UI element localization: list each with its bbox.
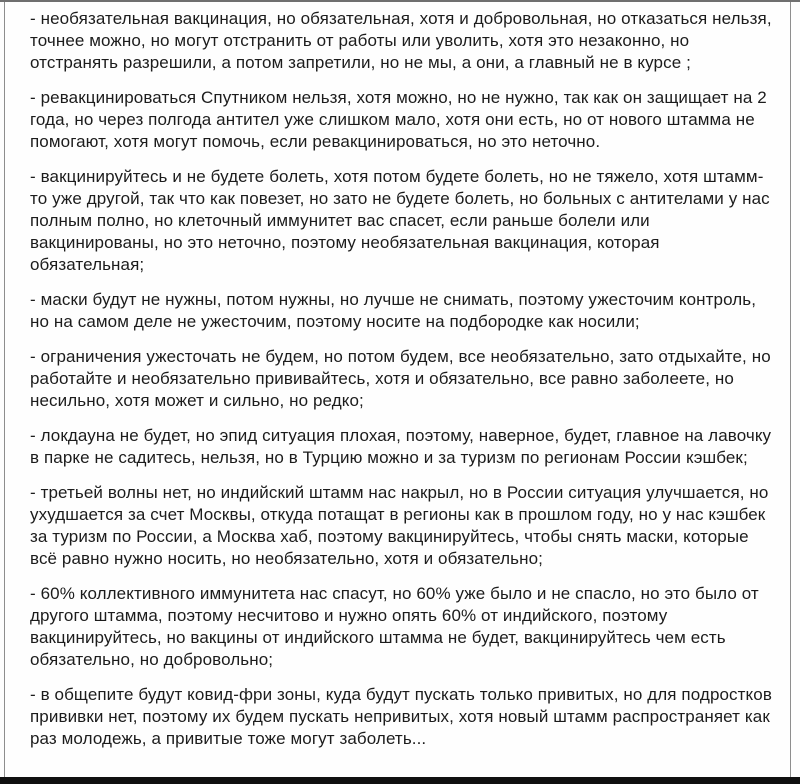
paragraph-third-wave: - третьей волны нет, но индийский штамм нас накрыл, но в России ситуация улучшается, но ухудшается за счет Москвы, откуда потащат в регионы как в прошлом году, но у нас кэшбек за туризм по России, а Москва хаб, поэтому вакцинируйтесь, чтобы снять маски, которые всё равно нужно носить, но необязательно, хотя и обязательно; <box>30 483 769 568</box>
paragraph-lockdown: - локдауна не будет, но эпид ситуация плохая, поэтому, наверное, будет, главное на лавочку в парке не садитесь, нельзя, но в Турцию можно и за туризм по регионам России кэшбек; <box>30 426 772 467</box>
paragraph-masks: - маски будут не нужны, потом нужны, но лучше не снимать, поэтому ужесточим контроль, но на самом деле не ужесточим, поэтому носите на подбородке как носили; <box>30 290 757 331</box>
paragraph-collective-immunity: - 60% коллективного иммунитета нас спасут, но 60% уже было и не спасло, но это было от другого штамма, поэтому несчитово и нужно опять 60% от индийского, поэтому вакцинируйтесь, но вакцины от индийского штамма не будет, вакцинируйтесь чем есть обязательно, но добровольно; <box>30 584 759 669</box>
paragraph-vaccinate-no-illness: - вакцинируйтесь и не будете болеть, хотя потом будете болеть, но не тяжело, хотя штамм-то уже другой, так что как повезет, но зато не будете болеть, но больных с антителами у нас полным полно, но клеточный иммунитет вас спасет, если раньше болели или вакцинированы, но это неточно, поэтому необязательная вакцинация, которая обязательная; <box>30 167 770 274</box>
paragraph-revaccination-sputnik: - ревакцинироваться Спутником нельзя, хотя можно, но не нужно, так как он защищает на 2 года, но через полгода антител уже слишком мало, хотя они есть, но от нового штамма не помогают, хотя могут помочь, если ревакцинироваться, но это неточно. <box>30 88 767 151</box>
paragraph-covid-free-zones: - в общепите будут ковид-фри зоны, куда будут пускать только привитых, но для подростков прививки нет, поэтому их будем пускать непривитых, хотя новый штамм распространяет как раз молодежь, а привитые тоже могут заболеть... <box>30 685 772 748</box>
bottom-border-bar <box>0 777 800 784</box>
right-border-line <box>790 2 791 777</box>
paragraph-vaccination-optional: - необязательная вакцинация, но обязательная, хотя и добровольная, но отказаться нельзя, точнее можно, но могут отстранить от работы или уволить, хотя это незаконно, но отстранять разрешили, а потом запретили, но не мы, а они, а главный не в курсе ; <box>30 9 772 72</box>
document-body <box>5 2 790 777</box>
paragraph-restrictions: - ограничения ужесточать не будем, но потом будем, все необязательно, зато отдыхайте, но работайте и необязательно прививайтесь, хотя и обязательно, все равно заболеете, но несильно, хотя может и сильно, но редко; <box>30 347 771 410</box>
